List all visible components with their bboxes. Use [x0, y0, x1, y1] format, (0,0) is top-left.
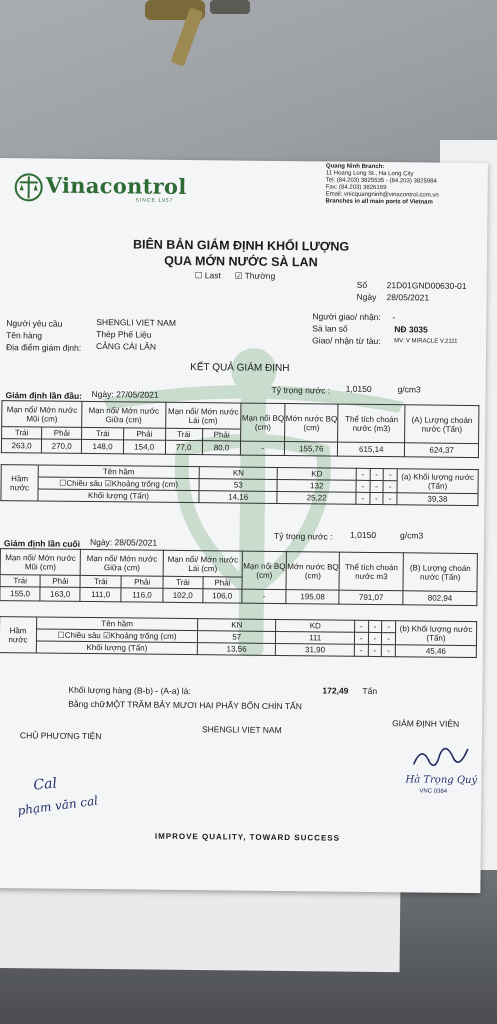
tank-cell: -: [354, 632, 368, 644]
barge-label: Sà lan số: [312, 323, 348, 334]
tank-head: -: [354, 620, 368, 632]
from-ship-value: MV. V MIRACLE V.2111: [394, 338, 458, 345]
tank-cell: 31,90: [276, 643, 355, 656]
tank-sum: 45,46: [395, 645, 476, 658]
handwritten-signature-owner: Cal: [32, 775, 58, 794]
tank-head: KN: [198, 619, 277, 632]
inspector-stamp-code: VNC 0384: [419, 788, 448, 795]
tank-cell: -: [383, 493, 397, 505]
location-value: CẢNG CÁI LÂN: [95, 341, 157, 352]
sign-owner-label: CHỦ PHƯƠNG TIỆN: [19, 730, 102, 742]
inspector-name-stamp: Hà Trọng Quý: [405, 774, 478, 787]
head-cell: (B) Lượng choán nước (Tấn): [403, 553, 477, 592]
keys-image: [140, 0, 260, 70]
value-cell: 802,94: [403, 591, 477, 606]
tank-cell: -: [369, 492, 383, 504]
head-cell: Mớn nước BQ (cm): [286, 552, 339, 591]
branch-line: 11 Hoang Long St., Ha Long City: [325, 170, 414, 178]
head-cell: Mạn nổi BQ (cm): [241, 403, 285, 441]
tank-head: KD: [278, 467, 357, 480]
side-cell: Phải: [121, 576, 163, 588]
tank-cell: -: [382, 645, 396, 657]
head-cell: Mạn nổi/ Mớn nước Giữa (cm): [81, 549, 164, 576]
tank-head: -: [368, 620, 382, 632]
head-cell: Mớn nước BQ (cm): [285, 404, 338, 443]
tank-sum: 39,38: [397, 493, 478, 506]
head-cell: Mạn nổi/ Mớn nước Lái (cm): [163, 550, 242, 577]
option-last: ☐ Last: [194, 270, 221, 281]
branch-info: [326, 163, 440, 206]
tank-cell: -: [356, 492, 370, 504]
side-cell: Trái: [2, 427, 42, 439]
side-cell: Trái: [80, 575, 121, 587]
value-cell: 154,0: [123, 440, 165, 454]
tank-cell: 57: [197, 631, 276, 644]
tank-cell: -: [356, 480, 370, 492]
receiver-value: -: [392, 312, 396, 323]
value-cell: 270,0: [42, 439, 82, 453]
side-cell: Trái: [82, 427, 124, 439]
sign-inspector-label: GIÁM ĐỊNH VIÊN: [392, 718, 460, 729]
handwritten-name-owner: phạm văn cal: [16, 793, 99, 818]
brand-name: Vinacontrol: [45, 172, 187, 199]
cargo-label: Tên hàng: [6, 330, 43, 341]
value-cell: 195,08: [286, 590, 339, 605]
first-density-unit: g/cm3: [397, 384, 421, 395]
footer-slogan: IMPROVE QUALITY, TOWARD SUCCESS: [154, 831, 341, 843]
last-tank-table: [0, 616, 477, 658]
value-cell: 148,0: [82, 439, 124, 453]
receiver-label: Người giao/ nhận:: [312, 311, 381, 323]
tank-cell: 132: [277, 479, 356, 492]
side-cell: Phải: [203, 577, 243, 589]
value-cell: 80,0: [202, 441, 240, 455]
option-normal: ☑ Thường: [234, 270, 276, 281]
tank-sum-label: (a) Khối lượng nước (Tấn): [397, 469, 478, 494]
inspector-signature-icon: [410, 734, 470, 775]
tank-cell: 25,22: [277, 491, 356, 504]
tank-cell: 111: [276, 631, 355, 644]
doc-title-line1: BIÊN BẢN GIÁM ĐỊNH KHỐI LƯỢNG: [132, 237, 350, 254]
tank-label: Hầm nước: [0, 617, 37, 653]
background-sheet-bottom: [0, 878, 400, 972]
tank-head: Tên hầm: [37, 617, 198, 631]
value-cell: 106,0: [202, 589, 242, 603]
last-survey-label: Giám định lần cuối: [3, 538, 81, 549]
side-cell: Trái: [165, 428, 202, 440]
tank-cell: 53: [199, 479, 278, 492]
tank-label: Hầm nước: [1, 465, 38, 501]
tank-cell: ☐Chiều sâu ☑Khoảng trống (cm): [36, 629, 197, 643]
mass-label: Khối lượng hàng (B-b) - (A-a) là:: [68, 684, 191, 697]
value-cell: -: [241, 441, 285, 455]
side-cell: Phải: [40, 575, 80, 587]
doc-date-label: Ngày: [356, 291, 377, 302]
head-cell: Mạn nổi/ Mớn nước Mũi (cm): [2, 401, 83, 428]
head-cell: Mạn nổi/ Mớn nước Mũi (cm): [0, 549, 81, 576]
option-last-label: Last: [204, 270, 221, 281]
tank-cell: -: [382, 633, 396, 645]
value-cell: -: [242, 589, 286, 603]
tank-head: -: [356, 468, 370, 480]
doc-number-label: Số: [356, 279, 368, 290]
side-cell: Phải: [123, 428, 165, 440]
tank-cell: 14,16: [199, 491, 278, 504]
branch-line: Branches in all main ports of Vietnam: [325, 198, 433, 206]
first-tank-table: [0, 464, 478, 506]
tank-sum-label: (b) Khối lượng nước (Tấn): [395, 621, 476, 646]
value-cell: 102,0: [163, 588, 203, 602]
result-title: KẾT QUẢ GIÁM ĐỊNH: [190, 362, 290, 375]
requester-value: SHENGLI VIET NAM: [96, 317, 177, 328]
first-survey-label: Giám định lần đầu:: [5, 390, 83, 401]
head-cell: Mạn nổi/ Mớn nước Lái (cm): [165, 402, 241, 429]
value-cell: 155,0: [0, 587, 40, 601]
barge-value: NĐ 3035: [394, 324, 428, 335]
document-page: [0, 158, 488, 893]
tank-cell: Khối lượng (Tấn): [36, 641, 197, 655]
value-cell: 163,0: [40, 587, 80, 601]
value-cell: 77,0: [165, 440, 202, 454]
cargo-value: Thép Phế Liệu: [96, 329, 152, 340]
tank-head: Tên hầm: [38, 465, 199, 479]
tank-cell: -: [370, 480, 384, 492]
first-density: 1,0150: [345, 383, 372, 394]
option-normal-label: Thường: [244, 270, 276, 281]
branch-line: Quang Ninh Branch:: [325, 163, 385, 171]
mass-value: 172,49: [322, 685, 349, 696]
requester-label: Người yêu cầu: [6, 318, 63, 329]
tank-cell: -: [368, 644, 382, 656]
tank-cell: ☐Chiều sâu ☑Khoảng trống (cm): [38, 477, 199, 491]
tank-cell: -: [354, 644, 368, 656]
tank-cell: 13,56: [197, 643, 276, 656]
branch-line: Fax: (84.203) 3826169: [325, 184, 387, 192]
first-draft-table: [1, 400, 480, 458]
value-cell: 155,76: [285, 442, 338, 457]
side-cell: Trái: [163, 576, 203, 588]
head-cell: (A) Lượng choán nước (Tấn): [405, 405, 479, 444]
brand-since: SINCE 1957: [135, 197, 174, 204]
tank-head: KD: [276, 619, 355, 632]
branch-line: Tel: (84.203) 3825535 - (84.203) 3825984: [325, 177, 437, 185]
tank-head: -: [383, 469, 397, 481]
tank-cell: -: [368, 632, 382, 644]
first-density-label: Tỷ trọng nước :: [271, 384, 331, 396]
last-density-label: Tỷ trọng nước :: [274, 530, 333, 542]
side-cell: Phải: [42, 427, 82, 439]
head-cell: Mạn nổi BQ (cm): [242, 551, 287, 589]
location-label: Địa điểm giám định:: [5, 342, 82, 353]
head-cell: Thể tích choán nước (m3): [338, 404, 406, 443]
value-cell: 615,14: [338, 442, 405, 457]
value-cell: 116,0: [121, 588, 163, 602]
side-cell: Trái: [0, 575, 40, 587]
value-cell: 624,37: [405, 443, 479, 458]
mass-unit: Tấn: [362, 685, 378, 697]
branch-line: Email: vnicquangninh@vinacontrol.com.vn: [325, 191, 439, 199]
value-cell: 263,0: [1, 439, 41, 453]
first-survey-date: Ngày: 27/05/2021: [91, 389, 159, 400]
head-cell: Thể tích choán nước m3: [339, 552, 403, 591]
last-survey-date: Ngày: 28/05/2021: [89, 537, 158, 548]
side-cell: Phải: [202, 429, 240, 441]
value-cell: 111,0: [80, 587, 121, 601]
tank-head: KN: [199, 467, 278, 480]
head-cell: Mạn nổi/ Mớn nước Giữa (cm): [82, 401, 166, 428]
doc-number: 21D01GND00630-01: [386, 280, 467, 291]
doc-date: 28/05/2021: [386, 292, 430, 303]
words-label: Bằng chữ:: [68, 698, 108, 710]
words-value: MỘT TRĂM BẢY MƯƠI HAI PHẨY BỐN CHÍN TẤN: [106, 699, 302, 712]
last-density-unit: g/cm3: [400, 530, 424, 541]
tank-cell: -: [383, 481, 397, 493]
value-cell: 791,07: [339, 590, 403, 605]
last-density: 1,0150: [350, 529, 377, 541]
tank-head: -: [370, 468, 384, 480]
last-draft-table: [0, 548, 478, 606]
doc-title-line2: QUA MỚN NƯỚC SÀ LAN: [164, 253, 318, 270]
vinacontrol-logo-icon: [14, 172, 44, 202]
sign-shengli-label: SHENGLI VIET NAM: [201, 724, 282, 736]
tank-head: -: [382, 621, 396, 633]
tank-cell: Khối lượng (Tấn): [38, 489, 199, 503]
from-ship-label: Giao/ nhận từ tàu:: [312, 335, 381, 347]
